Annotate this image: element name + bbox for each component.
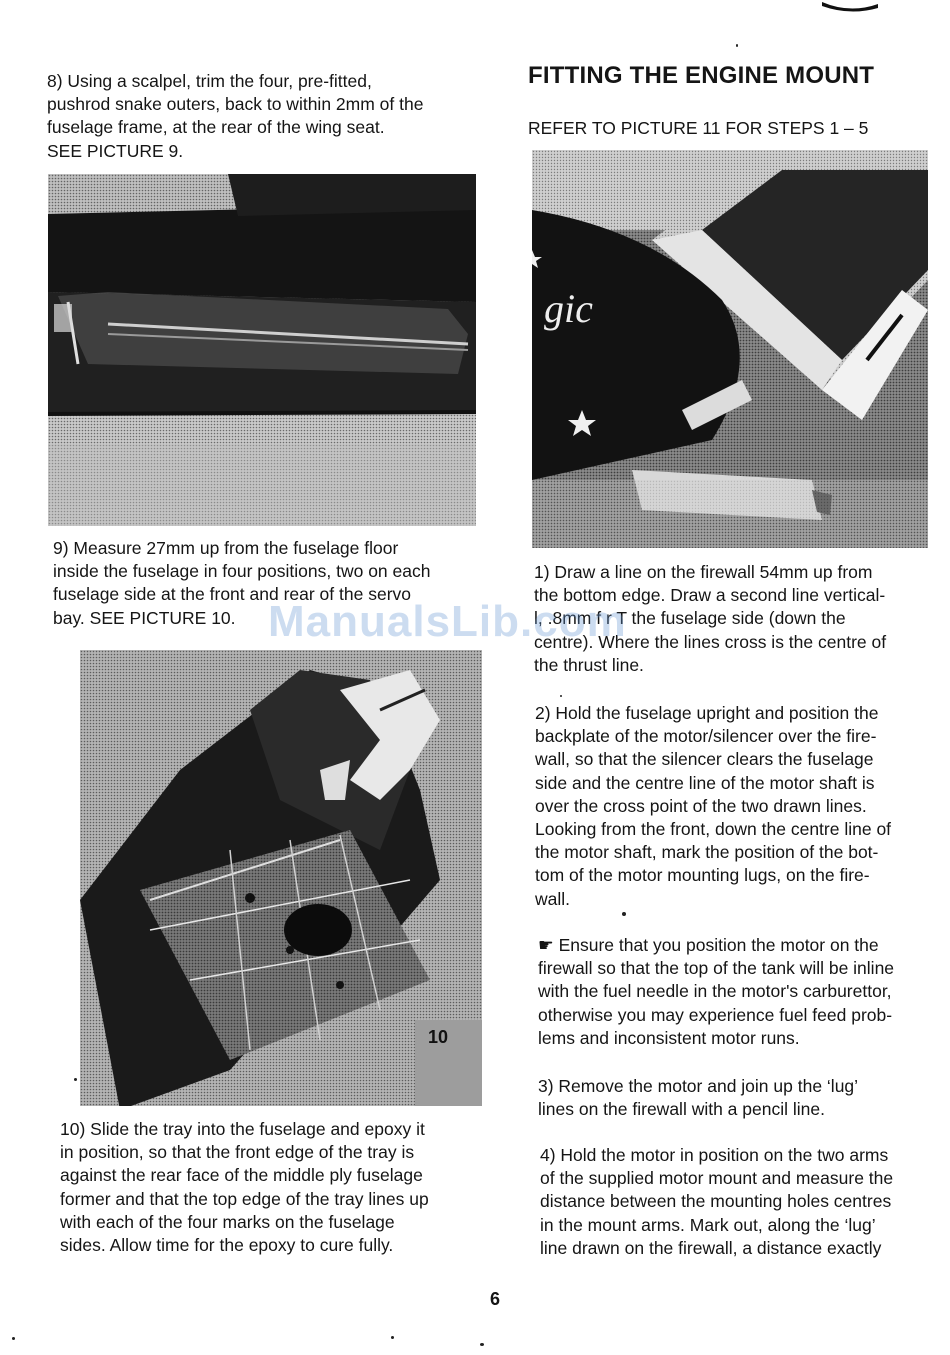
corner-smudge: [820, 0, 880, 14]
scan-speck: [12, 1337, 15, 1340]
scan-speck: [74, 1078, 77, 1081]
warning-note-text: Ensure that you position the motor on the firewall so that the top of the tank will be inline with the fuel needle in the motor's carburettor, otherwise you may experience fuel feed prob- lems and inconsistent motor runs.: [538, 935, 895, 1048]
step-4-text: 4) Hold the motor in position on the two arms of the supplied motor mount and measure the distance between the mounting holes centres in the mount arms. Mark out, along the ‘lug’ line drawn on the firewall, a distance exactly: [540, 1145, 894, 1258]
step-9-text: 9) Measure 27mm up from the fuselage floor inside the fuselage in four positions, two on each fuselage side at the front and rear of the servo bay. SEE PICTURE 10.: [53, 538, 431, 628]
step-8-text: 8) Using a scalpel, trim the four, pre-fitted, pushrod snake outers, back to within 2mm of the fuselage frame, at the rear of the wing seat. SEE PICTURE 9.: [47, 71, 424, 161]
warning-note: [538, 934, 894, 1050]
pointing-hand-icon: ☛: [538, 935, 554, 955]
picture-11-photo: [532, 150, 928, 548]
step-10-text: 10) Slide the tray into the fuselage and epoxy it in position, so that the front edge of the tray is against the rear face of the middle ply fuselage former and that the top edge of the tray lines up with each of the four marks on the fuselage sides. Allow time for the epoxy to cure fully.: [60, 1119, 429, 1256]
step-1-text: 1) Draw a line on the firewall 54mm up from the bottom edge. Draw a second line vertical- l, .8mm f r T the fuselage side (down the centre). Where the lines cross is the centre of the thrust line.: [534, 562, 887, 675]
refer-picture-note: REFER TO PICTURE 11 FOR STEPS 1 – 5: [528, 118, 869, 138]
watermark: ManualsLib.com: [268, 597, 627, 646]
picture-10-photo: [80, 650, 482, 1106]
scan-speck: [736, 44, 738, 47]
step-3-text: 3) Remove the motor and join up the ‘lug’ lines on the firewall with a pencil line.: [538, 1076, 859, 1120]
section-heading: FITTING THE ENGINE MOUNT: [528, 62, 875, 89]
page-number: 6: [490, 1289, 501, 1309]
scan-speck: [391, 1336, 394, 1339]
scan-speck: [480, 1343, 484, 1346]
picture-11-text: gic: [544, 286, 593, 331]
step-2-text: 2) Hold the fuselage upright and position the backplate of the motor/silencer over the fire- wall, so that the silencer clears the fuselage side and the centre line of the motor shaft is over the cross point of the two drawn lines. Looking from the front, down the centre line of the motor shaft, mark the position of the bot- tom of the motor mounting lugs, on the fire- wall.: [535, 703, 892, 909]
scan-speck: [560, 695, 562, 697]
picture-10-label: 10: [428, 1027, 449, 1047]
picture-9-photo: [48, 174, 476, 526]
scan-speck: [622, 912, 626, 916]
